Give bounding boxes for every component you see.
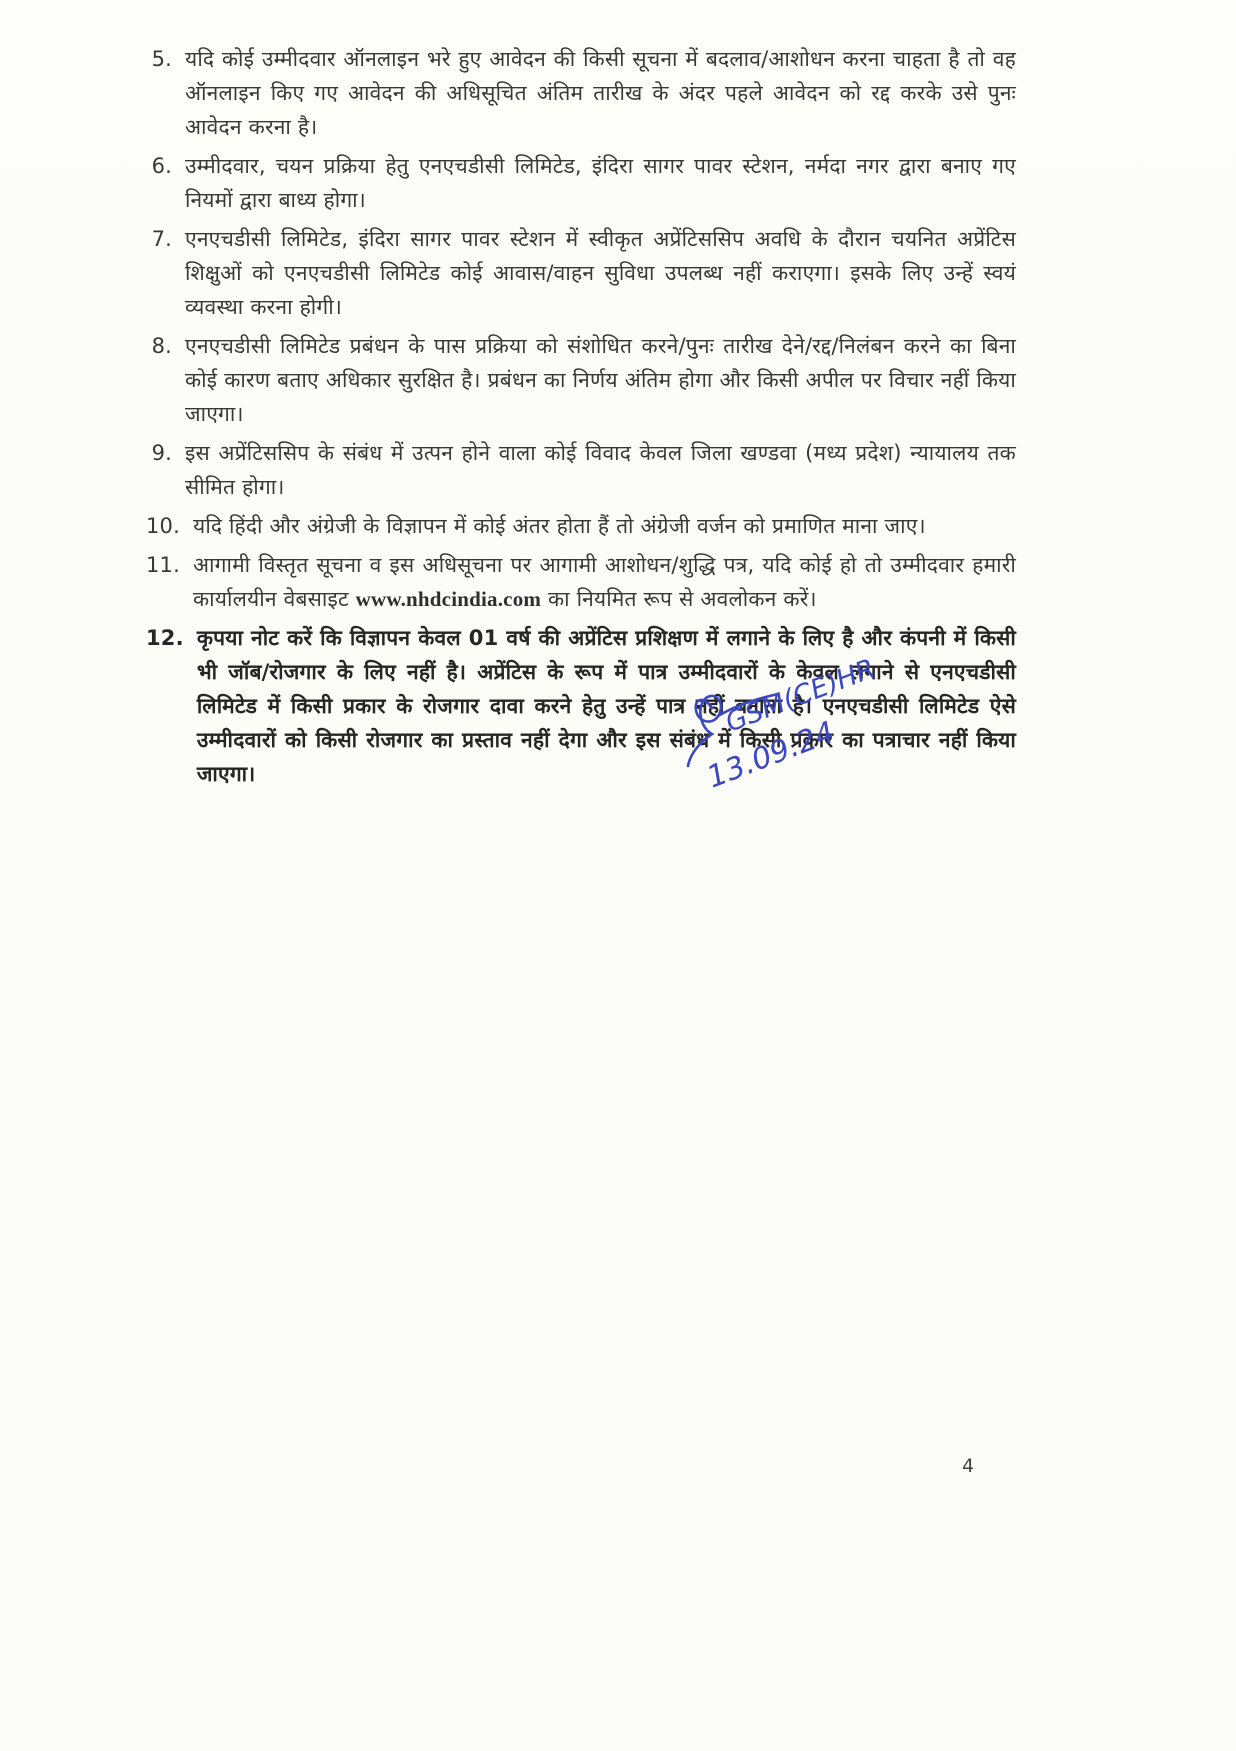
handwritten-signature (660, 650, 940, 820)
notice-item-8 (146, 329, 1016, 431)
notice-item-11 (146, 548, 1016, 616)
item-text: एनएचडीसी लिमिटेड प्रबंधन के पास प्रक्रिया को संशोधित करने/पुनः तारीख देने/रद्द/निलंबन करने का बिना कोई कारण बताए अधिकार सुरक्षित है। प्रबंधन का निर्णय अंतिम होगा और किसी अपील पर विचार नहीं किया जाएगा। (185, 334, 1016, 426)
notice-item-9 (146, 436, 1016, 504)
item-number: 8. (151, 334, 172, 358)
item-text: यदि हिंदी और अंग्रेजी के विज्ञापन में कोई अंतर होता हैं तो अंग्रेजी वर्जन को प्रमाणित माना जाए। (193, 514, 926, 538)
item-number: 6. (151, 154, 172, 178)
page-number: 4 (962, 1455, 975, 1477)
item-number: 9. (151, 441, 172, 465)
item-text: कृपया नोट करें कि विज्ञापन केवल 01 वर्ष की अप्रेंटिस प्रशिक्षण में लगाने के लिए है और कंपनी में किसी भी जॉब/रोजगार के लिए नहीं है। अप्रेंटिस के रूप में पात्र उम्मीदवारों के केवल लगाने से एनएचडीसी लिमिटेड में किसी प्रकार के रोजगार दावा करने हेतु उन्हें पात्र नहीं बनाता है। एनएचडीसी लिमिटेड ऐसे उम्मीदवारों को किसी रोजगार का प्रस्ताव नहीं देगा और इस संबंध में किसी प्रकार का पत्राचार नहीं किया जाएगा। (196, 626, 1016, 786)
item-number: 7. (151, 227, 172, 251)
website-link: www.nhdcindia.com (355, 587, 542, 611)
item-number: 11. (146, 553, 180, 577)
notice-item-6 (146, 149, 1016, 217)
notice-item-7 (146, 222, 1016, 324)
item-number: 12. (146, 626, 184, 650)
item-text: एनएचडीसी लिमिटेड, इंदिरा सागर पावर स्टेशन में स्वीकृत अप्रेंटिससिप अवधि के दौरान चयनित अप्रेंटिस शिक्षुओं को एनएचडीसी लिमिटेड कोई आवास/वाहन सुविधा उपलब्ध नहीं कराएगा। इसके लिए उन्हें स्वयं व्यवस्था करना होगी। (185, 227, 1016, 319)
notice-item-10 (146, 509, 1016, 543)
item-text-after-link: का नियमित रूप से अवलोकन करें। (541, 587, 817, 611)
item-text (193, 548, 1016, 616)
item-text: इस अप्रेंटिससिप के संबंध में उत्पन होने वाला कोई विवाद केवल जिला खण्डवा (मध्य प्रदेश) न्यायालय तक सीमित होगा। (185, 441, 1016, 499)
notice-item-5 (146, 42, 1016, 144)
item-text: यदि कोई उम्मीदवार ऑनलाइन भरे हुए आवेदन की किसी सूचना में बदलाव/आशोधन करना चाहता है तो वह ऑनलाइन किए गए आवेदन की अधिसूचित अंतिम तारीख के अंदर पहले आवेदन को रद्द करके उसे पुनः आवेदन करना है। (185, 47, 1016, 139)
signature-text: GSM(CE)HR (721, 653, 880, 739)
item-number: 5. (151, 47, 172, 71)
item-text-before-link: आगामी विस्तृत सूचना व इस अधिसूचना पर आगामी आशोधन/शुद्धि पत्र, यदि कोई हो तो उम्मीदवार हमारी कार्यालयीन वेबसाइट (193, 553, 1016, 611)
item-text: उम्मीदवार, चयन प्रक्रिया हेतु एनएचडीसी लिमिटेड, इंदिरा सागर पावर स्टेशन, नर्मदा नगर द्वारा बनाए गए नियमों द्वारा बाध्य होगा। (185, 154, 1016, 212)
signature-date: 13.09.24 (702, 714, 840, 796)
item-number: 10. (146, 514, 180, 538)
